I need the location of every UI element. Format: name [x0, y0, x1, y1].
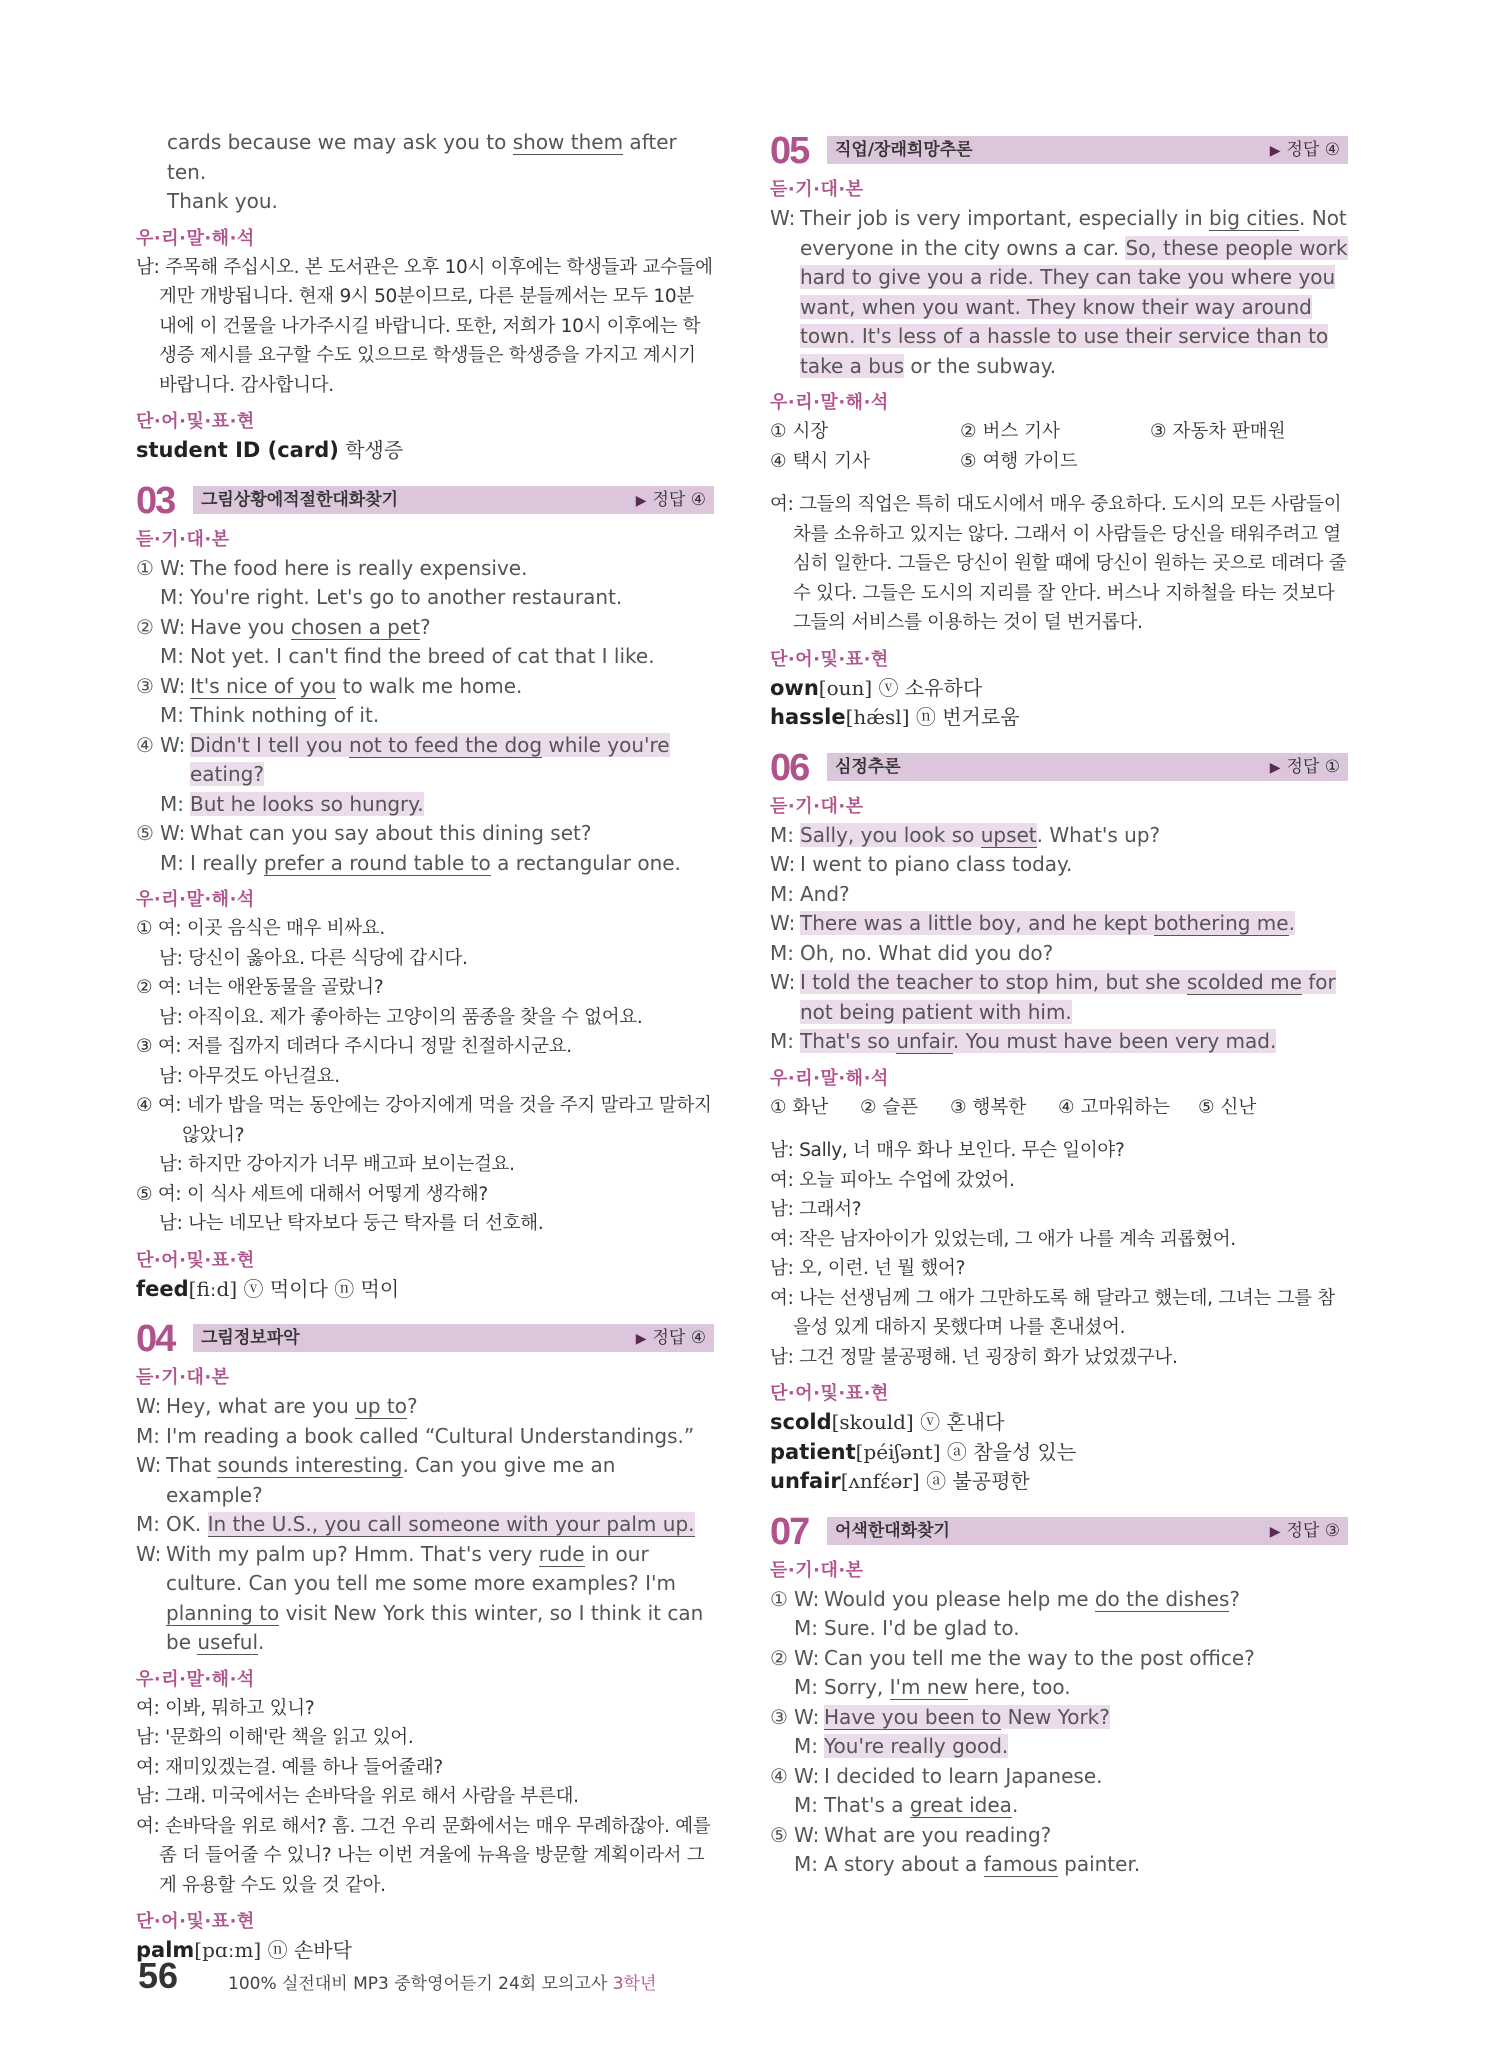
dialogue-line: M: But he looks so hungry.	[160, 791, 424, 816]
question-number: 05	[770, 130, 809, 172]
dialogue-line: M: Sorry, I'm new here, too.	[794, 1675, 1071, 1699]
option-5: ⑤ 신난	[1198, 1096, 1257, 1118]
option-3: ③ 행복한	[950, 1096, 1027, 1118]
translation: 여: 이봐, 뭐하고 있니? 남: '문화의 이해'란 책을 읽고 있어. 여: 재미있겠는걸. 예를 하나 들어줄래? 남: 그래. 미국에서는 손바닥을 위로 해서 사람을 부른대. 여: 손바닥을 위로 해서? 흠. 그건 우리 문화에서는 매우 무례하잖아. 예를 좀 더 들어줄 수 있니? 나는 이번 겨울에 뉴욕을 방문할 계획이라서 그게 유용할 수도 있을 것 같아.	[136, 1697, 711, 1896]
dialogue	[136, 1392, 714, 1658]
translation-label: 우·리·말·해·석	[770, 1067, 889, 1089]
vocab-item: unfair[ʌnfέər] ⓐ 불공평한	[770, 1469, 1030, 1493]
page-number: 56	[138, 1955, 179, 1996]
translation: 여: 그들의 직업은 특히 대도시에서 매우 중요하다. 도시의 모든 사람들이 차를 소유하고 있지는 않다. 그래서 이 사람들은 당신을 태워주려고 열심히 일한다. 그들은 당신이 원할 때에 당신이 원하는 곳으로 데려다 줄 수 있다. 그들은 도시의 지리를 잘 안다. 버스나 지하철을 타는 것보다 그들의 서비스를 이용하는 것이 덜 번거롭다.	[770, 494, 1347, 633]
dialogue-line: W: There was a little boy, and he kept bothering me.	[770, 911, 1295, 935]
book-title: 100% 실전대비 MP3 중학영어듣기 24회 모의고사 3학년	[228, 1974, 657, 1994]
dialogue-line: W: I told the teacher to stop him, but she scolded me for not being patient with him.	[770, 970, 1336, 1024]
dialogue-line: ② W: Can you tell me the way to the post office?	[770, 1645, 1255, 1670]
dialogue-line: M: Not yet. I can't find the breed of cat that I like.	[160, 644, 655, 668]
vocab-item: scold[skould] ⓥ 혼내다	[770, 1410, 1005, 1434]
dialogue-line: W: With my palm up? Hmm. That's very rude in our culture. Can you tell me some more examples? I'm planning to visit New York this winter, so I think it can be useful.	[136, 1541, 704, 1654]
play-triangle-icon: ▶	[1269, 143, 1281, 159]
vocab-item: feed[fiːd] ⓥ 먹이다 ⓝ 먹이	[136, 1276, 400, 1301]
page-footer	[138, 1955, 1038, 2005]
dialogue-line: ③ W: It's nice of you to walk me home.	[136, 673, 523, 698]
question-header-06	[770, 745, 1348, 791]
option-5: ⑤ 여행 가이드	[960, 450, 1078, 472]
question-bar	[827, 753, 1348, 781]
dialogue-line: ① W: The food here is really expensive.	[136, 555, 528, 580]
translation-label: 우·리·말·해·석	[136, 889, 255, 910]
dialogue	[770, 204, 1348, 381]
answer-options	[770, 417, 1348, 476]
dialogue-line: M: A story about a famous painter.	[794, 1852, 1141, 1876]
dialogue-line: ④ W: I decided to learn Japanese.	[770, 1763, 1103, 1788]
vocab-label: 단·어·및·표·현	[136, 1911, 255, 1932]
dialogue-line: M: That's a great idea.	[794, 1793, 1019, 1817]
dialogue	[770, 1585, 1348, 1880]
vocab-label: 단·어·및·표·현	[770, 648, 889, 670]
dialogue-line: M: You're really good.	[794, 1734, 1009, 1758]
dialogue-line: M: I'm reading a book called “Cultural Understandings.”	[136, 1423, 695, 1448]
dialogue-line: M: You're right. Let's go to another restaurant.	[160, 585, 623, 609]
dialogue-line: M: And?	[770, 881, 850, 906]
option-4: ④ 택시 기사	[770, 450, 870, 472]
play-triangle-icon: ▶	[1269, 759, 1281, 776]
vocab-label: 단·어·및·표·현	[136, 411, 255, 432]
dialogue-line: W: I went to piano class today.	[770, 852, 1073, 876]
dialogue-line: ③ W: Have you been to New York?	[770, 1704, 1110, 1729]
grade-label: 3학년	[612, 1974, 657, 1994]
dialogue-line: M: Oh, no. What did you do?	[770, 940, 1054, 965]
answer-label: ▶ 정답 ③	[1269, 1520, 1340, 1541]
translation-text: 남: 주목해 주십시오. 본 도서관은 오후 10시 이후에는 학생들과 교수들에게만 개방됩니다. 현재 9시 50분이므로, 다른 분들께서는 모두 10분 내에 이 건물을 나가주시길 바랍니다. 또한, 저희가 10시 이후에는 학생증 제시를 요구할 수도 있으므로 학생들은 학생증을 가지고 계시기 바랍니다. 감사합니다.	[136, 256, 713, 396]
script-label: 듣·기·대·본	[136, 528, 230, 550]
dialogue-line: M: Sure. I'd be glad to.	[794, 1616, 1020, 1640]
option-4: ④ 고마워하는	[1058, 1096, 1170, 1118]
option-3: ③ 자동차 판매원	[1150, 421, 1286, 442]
script-label: 듣·기·대·본	[136, 1367, 230, 1388]
translation-label: 우·리·말·해·석	[136, 1668, 255, 1690]
question-number: 06	[770, 746, 809, 789]
dialogue-line: M: OK. In the U.S., you call someone with your palm up.	[136, 1512, 695, 1536]
translation-label: 우·리·말·해·석	[136, 227, 255, 249]
left-column	[136, 128, 714, 1966]
dialogue-line: W: That sounds interesting. Can you give me an example?	[136, 1453, 616, 1507]
dialogue	[136, 554, 714, 879]
vocab-item: student ID (card) 학생증	[136, 438, 404, 462]
dialogue-line: M: Think nothing of it.	[160, 703, 380, 727]
question-title: 그림정보파악	[201, 1328, 300, 1348]
option-2: ② 슬픈	[860, 1096, 919, 1118]
script-label: 듣·기·대·본	[770, 795, 864, 817]
translation-label: 우·리·말·해·석	[770, 392, 889, 413]
answer-label: ▶ 정답 ④	[635, 1328, 706, 1348]
dialogue-line: M: I really prefer a round table to a rectangular one.	[160, 850, 681, 875]
question-header-03	[136, 478, 714, 524]
question-title: 직업/장래희망추론	[835, 140, 973, 160]
option-1: ① 시장	[770, 421, 829, 442]
right-column	[770, 128, 1348, 1880]
dialogue-line: ② W: Have you chosen a pet?	[136, 614, 431, 639]
question-number: 07	[770, 1510, 809, 1553]
question-title: 그림상황에적절한대화찾기	[201, 489, 399, 510]
question-bar	[827, 1517, 1348, 1545]
option-1: ① 화난	[770, 1096, 829, 1118]
script-label: 듣·기·대·본	[770, 179, 864, 200]
dialogue-line: ④ W: Didn't I tell you not to feed the dog while you're eating?	[136, 732, 670, 786]
question-number: 03	[136, 479, 175, 522]
dialogue-line: W: Hey, what are you up to?	[136, 1394, 418, 1418]
vocab-item: patient[péiʃənt] ⓐ 참을성 있는	[770, 1439, 1077, 1464]
vocab-item: palm[pɑːm] ⓝ 손바닥	[136, 1938, 352, 1962]
option-2: ② 버스 기사	[960, 421, 1060, 442]
dialogue-line: ⑤ W: What can you say about this dining set?	[136, 821, 592, 845]
vocab-item: own[oun] ⓥ 소유하다	[770, 675, 983, 700]
dialogue-line: M: Sally, you look so upset. What's up?	[770, 822, 1161, 847]
question-header-05	[770, 128, 1348, 174]
dialogue-line: ① W: Would you please help me do the dishes?	[770, 1586, 1241, 1611]
play-triangle-icon: ▶	[1269, 1523, 1281, 1540]
dialogue-line: ⑤ W: What are you reading?	[770, 1822, 1052, 1847]
vocab-label: 단·어·및·표·현	[770, 1383, 889, 1404]
question-bar	[193, 1324, 714, 1352]
vocab-item: hassle[hǽsl] ⓝ 번거로움	[770, 705, 1020, 729]
translation: 남: Sally, 너 매우 화나 보인다. 무슨 일이야? 여: 오늘 피아노 수업에 갔었어. 남: 그래서? 여: 작은 남자아이가 있었는데, 그 애가 나를 계속 괴롭혔어. 남: 오, 이런. 넌 뭘 했어? 여: 나는 선생님께 그 애가 그만하도록 해 달라고 했는데, 그녀는 그를 참을성 있게 대하지 못했다며 나를 혼내셨어. 남: 그건 정말 불공평해. 넌 굉장히 화가 났었겠구나.	[770, 1140, 1335, 1368]
translation: ① 여: 이곳 음식은 매우 비싸요. 남: 당신이 옳아요. 다른 식당에 갑시다. ② 여: 너는 애완동물을 골랐니? 남: 아직이요. 제가 좋아하는 고양이의 품종을 찾을 수 없어요. ③ 여: 저를 집까지 데려다 주시다니 정말 친절하시군요. 남: 아무것도 아닌걸요. ④ 여: 네가 밥을 먹는 동안에는 강아지에게 먹을 것을 주지 말라고 말하지 않았니? 남: 하지만 강아지가 너무 배고파 보이는걸요. ⑤ 여: 이 식사 세트에 대해서 어떻게 생각해? 남: 나는 네모난 탁자보다 둥근 탁자를 더 선호해.	[136, 918, 712, 1234]
question-bar	[827, 136, 1348, 164]
vocab-label: 단·어·및·표·현	[136, 1249, 255, 1271]
answer-label: ▶ 정답 ④	[635, 489, 706, 510]
question-number: 04	[136, 1318, 175, 1360]
dialogue	[770, 821, 1348, 1057]
play-triangle-icon: ▶	[635, 492, 647, 509]
question-title: 어색한대화찾기	[835, 1520, 950, 1541]
answer-label: ▶ 정답 ①	[1269, 756, 1340, 777]
previous-script-continuation: cards because we may ask you to show them after ten. Thank you.	[167, 130, 677, 213]
question-header-04	[136, 1316, 714, 1362]
dialogue-line: M: That's so unfair. You must have been very mad.	[770, 1029, 1277, 1053]
answer-options	[770, 1093, 1348, 1123]
answer-label: ▶ 정답 ④	[1269, 140, 1340, 160]
question-header-07	[770, 1509, 1348, 1555]
dialogue-line: W: Their job is very important, especially in big cities. Not everyone in the city owns a car. So, these people work hard to give you a ride. They can take you where you want, when you want. They know their way around town. It's less of a hassle to use their service than to take a bus or the subway.	[770, 206, 1348, 378]
play-triangle-icon: ▶	[635, 1331, 647, 1347]
script-label: 듣·기·대·본	[770, 1559, 864, 1581]
question-bar	[193, 486, 714, 514]
question-title: 심정추론	[835, 756, 901, 777]
